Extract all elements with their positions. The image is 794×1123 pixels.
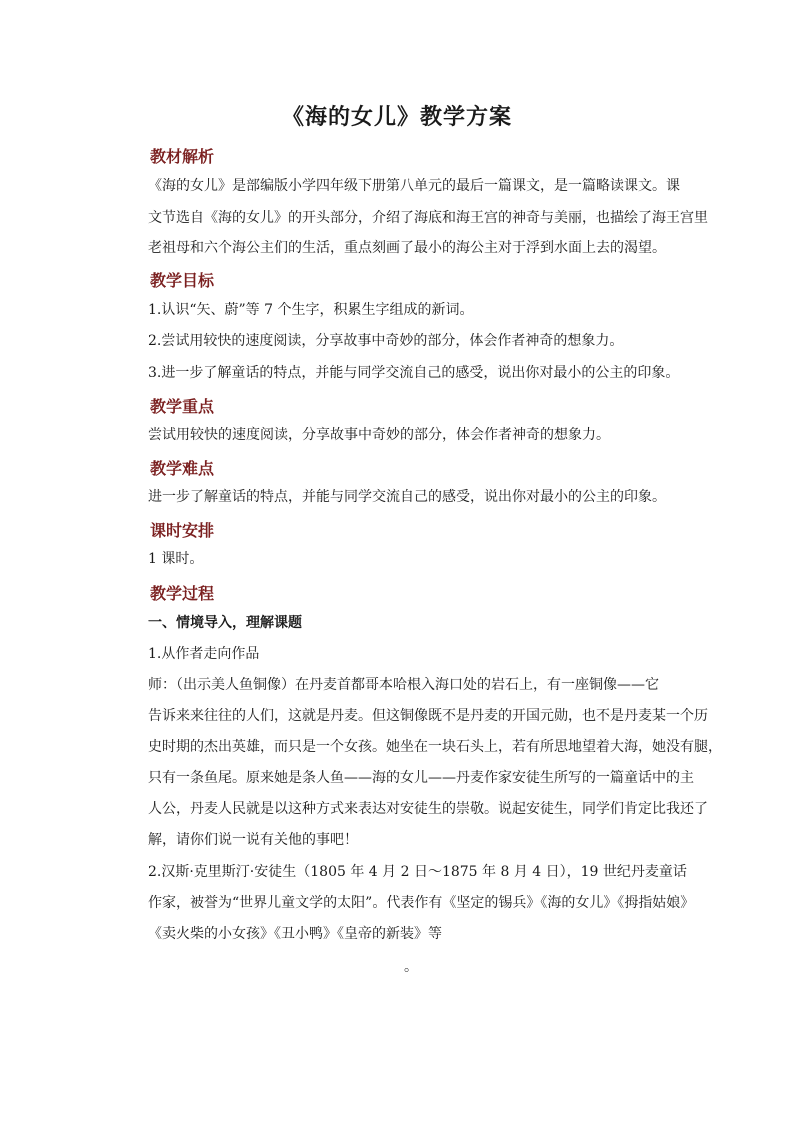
goal-item: 1.认识“矢、蔚”等 7 个生字，积累生字组成的新词。 [148,302,474,318]
section-heading-process: 教学过程 [150,584,215,603]
teacher-line: 告诉来来往往的人们，这就是丹麦。但这铜像既不是丹麦的开国元勋，也不是丹麦某一个历 [148,708,708,724]
section-heading-key-points: 教学重点 [150,397,215,416]
step2-line: 作家，被誉为“世界儿童文学的太阳”。代表作有《坚定的锡兵》《海的女儿》《拇指姑娘》 [148,895,695,911]
page-title: 《海的女儿》教学方案 [281,104,512,130]
process-step1: 1.从作者走向作品 [148,646,260,662]
schedule-text: 1 课时。 [148,551,204,567]
trailing-mark: 。 [404,959,418,975]
difficulties-text: 进一步了解童话的特点，并能与同学交流自己的感受，说出你对最小的公主的印象。 [148,489,666,505]
step2-line: 《卖火柴的小女孩》《丑小鸭》《皇帝的新装》等 [148,926,442,942]
material-analysis-line: 老祖母和六个海公主们的生活，重点刻画了最小的海公主对于浮到水面上去的渴望。 [148,240,666,256]
teacher-line: 师：（出示美人鱼铜像）在丹麦首都哥本哈根入海口处的岩石上，有一座铜像——它 [148,677,659,693]
goal-item: 2.尝试用较快的速度阅读，分享故事中奇妙的部分，体会作者神奇的想象力。 [148,333,624,349]
teacher-line: 史时期的杰出英雄，而只是一个女孩。她坐在一块石头上，若有所思地望着大海，她没有腿， [148,739,722,755]
section-heading-material-analysis: 教材解析 [150,147,215,166]
teacher-line: 只有一条鱼尾。原来她是条人鱼——海的女儿——丹麦作家安徒生所写的一篇童话中的主 [148,770,694,786]
section-heading-goals: 教学目标 [150,271,215,290]
section-heading-difficulties: 教学难点 [150,459,215,478]
teacher-line: 解，请你们说一说有关他的事吧！ [148,832,358,848]
teacher-line: 人公，丹麦人民就是以这种方式来表达对安徒生的崇敬。说起安徒生，同学们肯定比我还了 [148,801,708,817]
material-analysis-line: 文节选自《海的女儿》的开头部分，介绍了海底和海王宫的神奇与美丽，也描绘了海王宫里 [148,210,708,226]
material-analysis-line: 《海的女儿》是部编版小学四年级下册第八单元的最后一篇课文，是一篇略读课文。课 [148,178,680,194]
process-part1-title: 一、情境导入，理解课题 [148,615,302,631]
section-heading-schedule: 课时安排 [150,521,215,540]
key-points-text: 尝试用较快的速度阅读，分享故事中奇妙的部分，体会作者神奇的想象力。 [148,427,610,443]
goal-item: 3.进一步了解童话的特点，并能与同学交流自己的感受，说出你对最小的公主的印象。 [148,365,680,381]
step2-line: 2.汉斯·克里斯汀·安徒生（1805 年 4 月 2 日～1875 年 8 月 4 日），19 世纪丹麦童话 [148,864,687,880]
